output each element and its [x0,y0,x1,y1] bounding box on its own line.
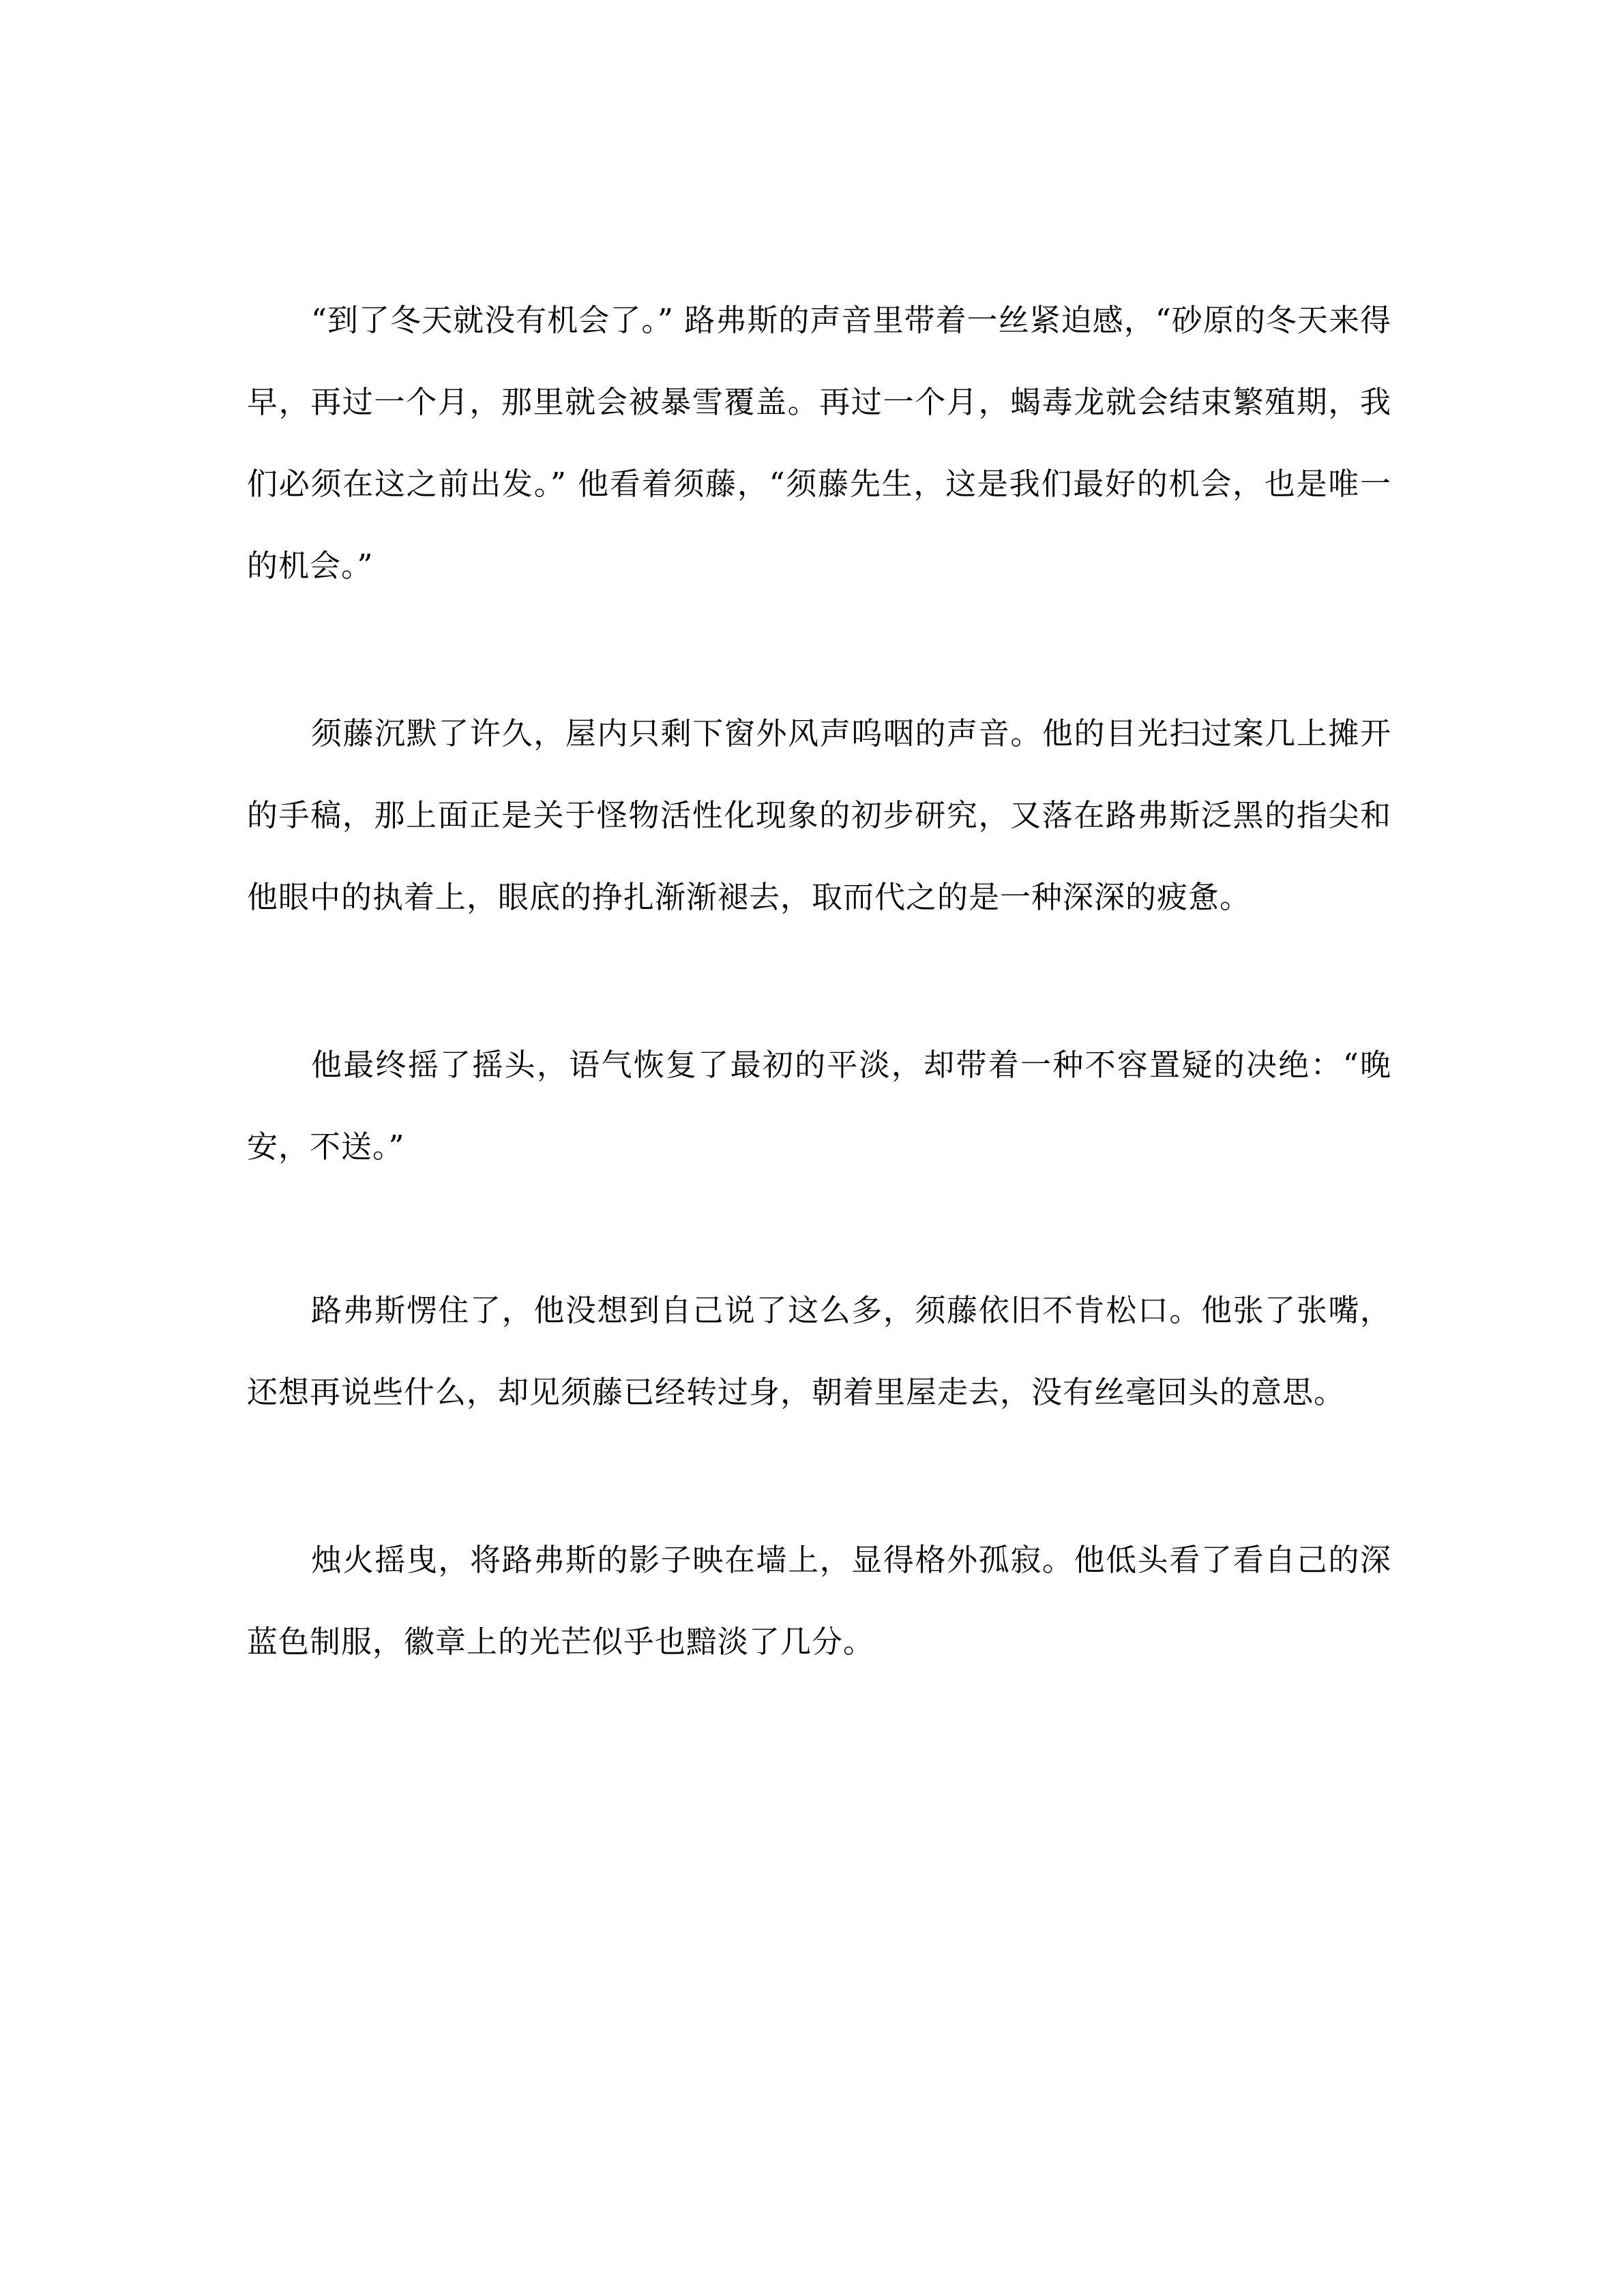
paragraph-1: “到了冬天就没有机会了。” 路弗斯的声音里带着一丝紧迫感，“砂原的冬天来得早，再过一个月，那里就会被暴雪覆盖。再过一个月，蝎毒龙就会结束繁殖期，我们必须在这之前出发。” 他看着须藤，“须藤先生，这是我们最好的机会，也是唯一的机会。” [247,302,1391,584]
paragraph-4: 路弗斯愣住了，他没想到自己说了这么多，须藤依旧不肯松口。他张了张嘴，还想再说些什么，却见须藤已经转过身，朝着里屋走去，没有丝毫回头的意思。 [247,1292,1391,1410]
paragraph-5: 烛火摇曳，将路弗斯的影子映在墙上，显得格外孤寂。他低头看了看自己的深蓝色制服，徽章上的光芒似乎也黯淡了几分。 [247,1542,1391,1660]
paragraph-3: 他最终摇了摇头，语气恢复了最初的平淡，却带着一种不容置疑的决绝：“晚安，不送。” [247,1047,1391,1165]
body-text [247,280,1391,1769]
paragraph-2: 须藤沉默了许久，屋内只剩下窗外风声呜咽的声音。他的目光扫过案几上摊开的手稿，那上面正是关于怪物活性化现象的初步研究，又落在路弗斯泛黑的指尖和他眼中的执着上，眼底的挣扎渐渐褪去，取而代之的是一种深深的疲惫。 [247,715,1391,915]
